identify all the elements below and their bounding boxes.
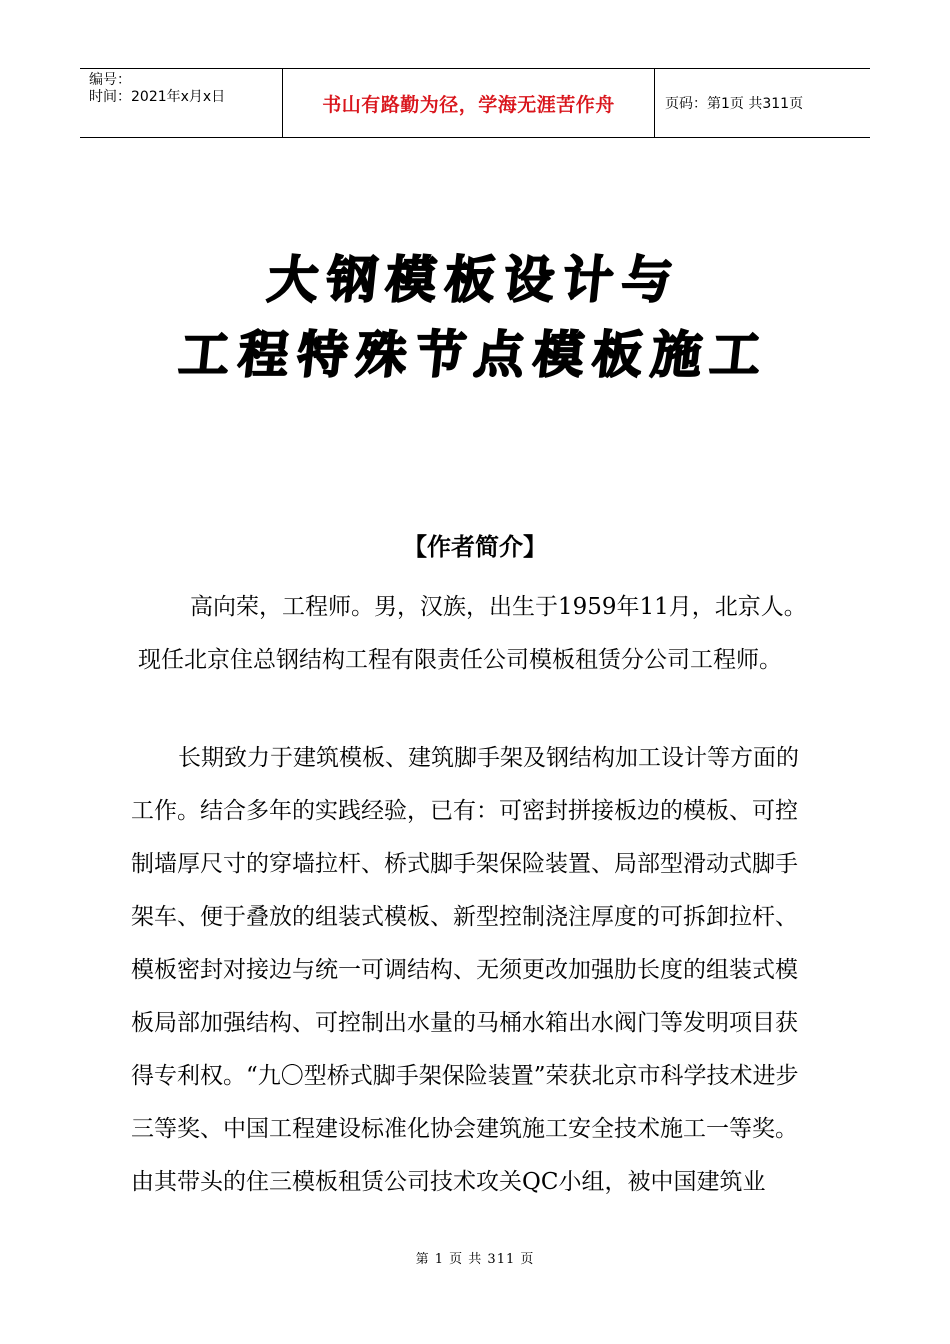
title-line-1: 大钢模板设计与 (265, 251, 685, 309)
header-motto: 书山有路勤为径，学海无涯苦作舟 (282, 69, 655, 137)
number-label: 编号： (89, 72, 131, 88)
title-line-2: 工程特殊节点模板施工 (176, 326, 773, 384)
page-footer: 第 1 页 共 311 页 (415, 1252, 535, 1267)
author-paragraph-2: 长期致力于建筑模板、建筑脚手架及钢结构加工设计等方面的工作。结合多年的实践经验，已有：可密封拼接板边的模板、可控制墙厚尺寸的穿墙拉杆、桥式脚手架保险装置、局部型滑动式脚手架车、便于叠放的组装式模板、新型控制浇注厚度的可拆卸拉杆、模板密封对接边与统一可调结构、无须更改加强肋长度的组装式模板局部加强结构、可控制出水量的马桶水箱出水阀门等发明项目获得专利权。“九〇型桥式脚手架保险装置”荣获北京市科学技术进步三等奖、中国工程建设标准化协会建筑施工安全技术施工一等奖。由其带头的住三模板租赁公司技术攻关QC小组，被中国建筑业 (131, 745, 799, 1195)
author-paragraph-1: 高向荣，工程师。男，汉族，出生于1959年11月，北京人。现任北京住总钢结构工程有限责任公司模板租赁分公司工程师。 (138, 594, 807, 673)
section-heading: 【作者简介】 (403, 533, 547, 561)
document-header (80, 68, 870, 138)
header-meta (80, 69, 282, 137)
header-page-info: 页码：第1页 共311页 (665, 96, 804, 112)
time-label: 时间：2021年x月x日 (89, 89, 226, 105)
